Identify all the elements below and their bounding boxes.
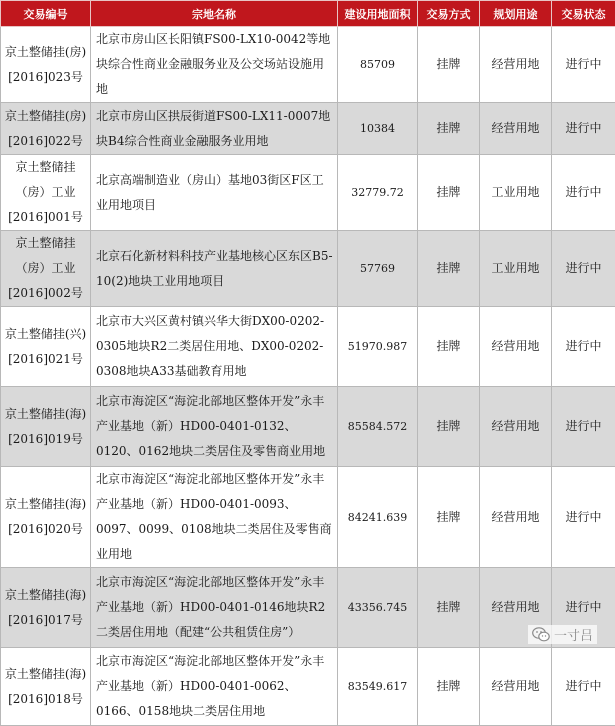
cell-area: 32779.72 xyxy=(338,155,418,231)
cell-name: 北京市大兴区黄村镇兴华大街DX00-0202-0305地块R2二类居住用地、DX00-0202-0308地块A33基础教育用地 xyxy=(91,307,338,387)
cell-mode: 挂牌 xyxy=(418,231,480,307)
cell-id: 京土整储挂(房)[2016]023号 xyxy=(1,27,91,103)
cell-id: 京土整储挂（房）工业[2016]001号 xyxy=(1,155,91,231)
cell-mode: 挂牌 xyxy=(418,648,480,726)
cell-status: 进行中 xyxy=(552,27,615,103)
cell-area: 83549.617 xyxy=(338,648,418,726)
cell-area: 85584.572 xyxy=(338,387,418,467)
table-row xyxy=(1,648,615,726)
header-mode: 交易方式 xyxy=(418,1,480,27)
cell-use: 经营用地 xyxy=(480,568,552,648)
cell-use: 经营用地 xyxy=(480,307,552,387)
header-row xyxy=(1,1,615,27)
cell-use: 经营用地 xyxy=(480,103,552,155)
header-status: 交易状态 xyxy=(552,1,615,27)
cell-mode: 挂牌 xyxy=(418,27,480,103)
table-row xyxy=(1,155,615,231)
cell-mode: 挂牌 xyxy=(418,387,480,467)
header-name: 宗地名称 xyxy=(91,1,338,27)
cell-id: 京土整储挂(海)[2016]019号 xyxy=(1,387,91,467)
cell-status: 进行中 xyxy=(552,568,615,648)
cell-name: 北京石化新材料科技产业基地核心区东区B5-10(2)地块工业用地项目 xyxy=(91,231,338,307)
cell-mode: 挂牌 xyxy=(418,307,480,387)
cell-mode: 挂牌 xyxy=(418,467,480,568)
table-row xyxy=(1,387,615,467)
cell-status: 进行中 xyxy=(552,155,615,231)
cell-use: 经营用地 xyxy=(480,648,552,726)
cell-area: 84241.639 xyxy=(338,467,418,568)
cell-use: 经营用地 xyxy=(480,387,552,467)
cell-name: 北京市海淀区“海淀北部地区整体开发”永丰产业基地（新）HD00-0401-0062、0166、0158地块二类居住用地 xyxy=(91,648,338,726)
cell-id: 京土整储挂(房)[2016]022号 xyxy=(1,103,91,155)
cell-id: 京土整储挂(海)[2016]020号 xyxy=(1,467,91,568)
cell-use: 工业用地 xyxy=(480,155,552,231)
cell-status: 进行中 xyxy=(552,307,615,387)
cell-status: 进行中 xyxy=(552,648,615,726)
table-row xyxy=(1,231,615,307)
cell-mode: 挂牌 xyxy=(418,568,480,648)
header-use: 规划用途 xyxy=(480,1,552,27)
cell-area: 57769 xyxy=(338,231,418,307)
cell-status: 进行中 xyxy=(552,231,615,307)
cell-area: 51970.987 xyxy=(338,307,418,387)
cell-name: 北京市房山区长阳镇FS00-LX10-0042等地块综合性商业金融服务业及公交场站设施用地 xyxy=(91,27,338,103)
table-row xyxy=(1,467,615,568)
cell-name: 北京市海淀区“海淀北部地区整体开发”永丰产业基地（新）HD00-0401-0093、0097、0099、0108地块二类居住及零售商业用地 xyxy=(91,467,338,568)
cell-area: 43356.745 xyxy=(338,568,418,648)
cell-use: 经营用地 xyxy=(480,27,552,103)
table-row xyxy=(1,27,615,103)
table-row xyxy=(1,568,615,648)
table-row xyxy=(1,307,615,387)
cell-area: 85709 xyxy=(338,27,418,103)
cell-name: 北京市房山区拱辰街道FS00-LX11-0007地块B4综合性商业金融服务业用地 xyxy=(91,103,338,155)
cell-id: 京土整储挂(海)[2016]017号 xyxy=(1,568,91,648)
cell-use: 工业用地 xyxy=(480,231,552,307)
cell-id: 京土整储挂（房）工业[2016]002号 xyxy=(1,231,91,307)
cell-status: 进行中 xyxy=(552,387,615,467)
cell-mode: 挂牌 xyxy=(418,155,480,231)
wechat-icon xyxy=(532,627,550,642)
header-area: 建设用地面积 xyxy=(338,1,418,27)
cell-status: 进行中 xyxy=(552,467,615,568)
cell-use: 经营用地 xyxy=(480,467,552,568)
cell-area: 10384 xyxy=(338,103,418,155)
cell-mode: 挂牌 xyxy=(418,103,480,155)
cell-status: 进行中 xyxy=(552,103,615,155)
watermark xyxy=(528,625,597,644)
cell-name: 北京高端制造业（房山）基地03街区F区工业用地项目 xyxy=(91,155,338,231)
watermark-text: 一寸吕 xyxy=(554,625,593,644)
cell-id: 京土整储挂(兴)[2016]021号 xyxy=(1,307,91,387)
header-id: 交易编号 xyxy=(1,1,91,27)
cell-id: 京土整储挂(海)[2016]018号 xyxy=(1,648,91,726)
cell-name: 北京市海淀区“海淀北部地区整体开发”永丰产业基地（新）HD00-0401-0132、0120、0162地块二类居住及零售商业用地 xyxy=(91,387,338,467)
cell-name: 北京市海淀区“海淀北部地区整体开发”永丰产业基地（新）HD00-0401-0146地块R2二类居住用地（配建“公共租赁住房”） xyxy=(91,568,338,648)
table-row xyxy=(1,103,615,155)
